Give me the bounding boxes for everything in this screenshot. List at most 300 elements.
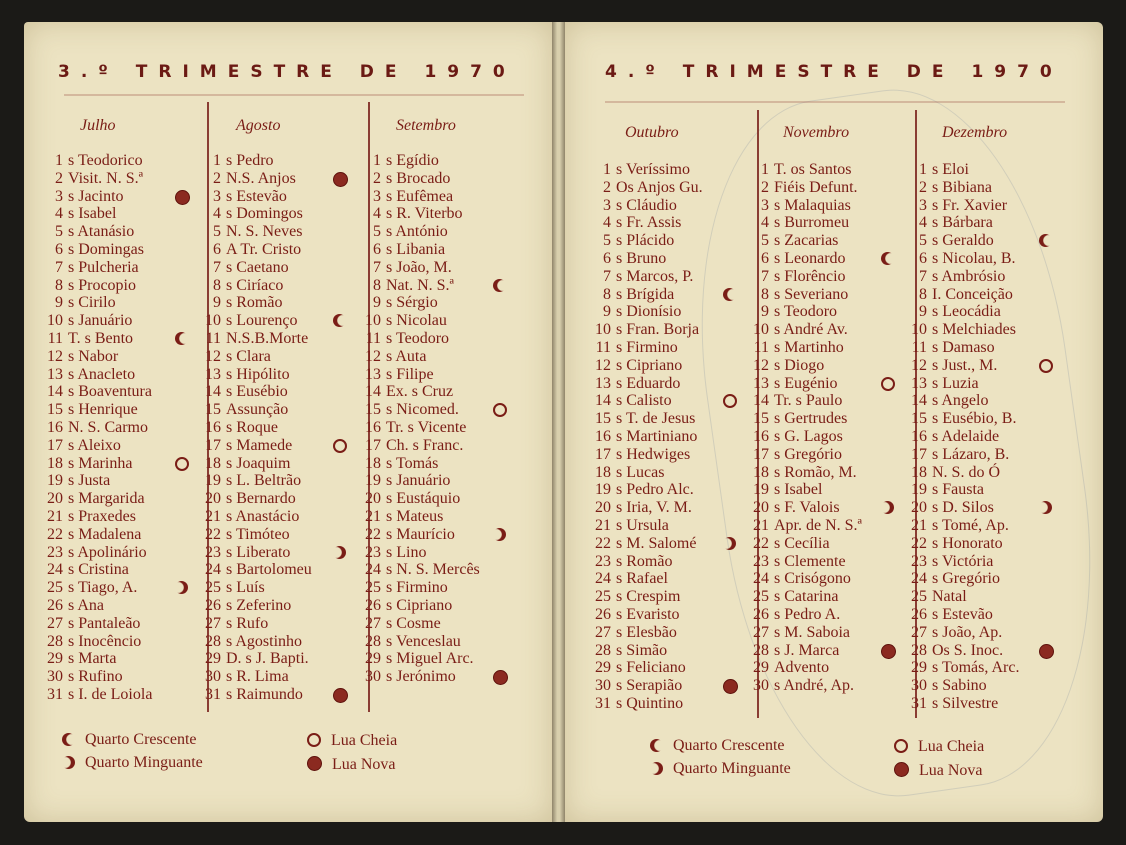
- new-moon-icon: [894, 762, 909, 777]
- day-number: 29: [205, 650, 221, 668]
- calendar-day-row: [197, 277, 312, 295]
- saint-name: s Evaristo: [616, 605, 680, 623]
- calendar-day-row: [357, 152, 480, 170]
- day-number: 8: [919, 285, 927, 303]
- day-number: 1: [919, 161, 927, 178]
- saint-name: s Just., M.: [932, 356, 998, 374]
- day-number: 25: [595, 588, 611, 606]
- saint-name: s Justa: [68, 472, 111, 490]
- day-number: 23: [365, 543, 381, 561]
- calendar-day-row: [745, 624, 862, 642]
- day-number: 17: [205, 436, 221, 454]
- calendar-day-row: [903, 161, 1019, 179]
- calendar-day-row: [745, 179, 862, 197]
- calendar-day-row: [745, 232, 862, 250]
- day-number: 20: [911, 499, 927, 517]
- day-number: 24: [911, 570, 927, 588]
- day-number: 8: [761, 285, 769, 303]
- day-number: 17: [595, 445, 611, 463]
- calendar-day-row: [197, 544, 312, 562]
- calendar-day-row: [39, 401, 152, 419]
- saint-name: s L. Beltrão: [226, 472, 302, 490]
- day-number: 9: [919, 303, 927, 321]
- saint-name: Apr. de N. S.ª: [774, 516, 862, 534]
- day-number: 7: [761, 267, 769, 285]
- day-number: 4: [213, 205, 221, 223]
- saint-name: s Procopio: [68, 276, 136, 294]
- calendar-day-row: [197, 668, 312, 686]
- day-number: 3: [761, 196, 769, 214]
- saint-name: s Nicolau: [386, 312, 447, 330]
- day-number: 12: [911, 356, 927, 374]
- calendar-day-row: [39, 437, 152, 455]
- saint-name: s António: [386, 223, 448, 241]
- day-number: 25: [753, 588, 769, 606]
- calendar-day-row: [587, 535, 703, 553]
- calendar-day-row: [197, 419, 312, 437]
- saint-name: Natal: [932, 588, 967, 606]
- legend-waning: [650, 760, 791, 778]
- saint-name: Ex. s Cruz: [386, 383, 454, 401]
- calendar-day-row: [587, 303, 703, 321]
- legend-full: [894, 737, 984, 756]
- calendar-day-row: [197, 633, 312, 651]
- day-number: 21: [365, 507, 381, 525]
- calendar-day-row: [903, 268, 1019, 286]
- calendar-day-row: [903, 250, 1019, 268]
- saint-name: s Marcos, P.: [616, 267, 694, 285]
- waning-moon-icon: [723, 537, 736, 550]
- day-number: 16: [205, 418, 221, 436]
- saint-name: Tr. s Paulo: [774, 392, 843, 410]
- saint-name: Nat. N. S.ª: [386, 276, 454, 294]
- calendar-day-row: [197, 205, 312, 223]
- calendar-day-row: [39, 277, 152, 295]
- saint-name: s Cosme: [386, 614, 441, 632]
- calendar-day-row: [903, 624, 1019, 642]
- legend-label: Lua Cheia: [331, 732, 398, 749]
- calendar-day-row: [39, 330, 152, 348]
- day-number: 13: [911, 374, 927, 392]
- saint-name: s Cirilo: [68, 294, 116, 312]
- calendar-day-row: [39, 205, 152, 223]
- new-moon-icon: [723, 679, 738, 694]
- saint-name: s Bibiana: [932, 178, 992, 196]
- saint-name: s Severiano: [774, 285, 849, 303]
- day-number: 19: [365, 472, 381, 490]
- day-number: 30: [595, 677, 611, 695]
- calendar-day-row: [587, 677, 703, 695]
- calendar-day-row: [39, 152, 152, 170]
- saint-name: s Mateus: [386, 507, 444, 525]
- calendar-day-row: [197, 490, 312, 508]
- day-number: 18: [47, 454, 63, 472]
- day-number: 1: [761, 161, 769, 178]
- saint-name: s Libania: [386, 240, 446, 258]
- calendar-day-row: [357, 508, 480, 526]
- legend-label: Lua Nova: [919, 762, 983, 779]
- saint-name: N. S. Carmo: [68, 418, 148, 436]
- saint-name: Assunção: [226, 401, 289, 419]
- calendar-day-row: [903, 464, 1019, 482]
- calendar-day-row: [197, 472, 312, 490]
- saint-name: s Nicomed.: [386, 401, 459, 419]
- saint-name: s Tomás, Arc.: [932, 659, 1020, 677]
- calendar-day-row: [357, 472, 480, 490]
- saint-name: s Eusébio: [226, 383, 288, 401]
- month-list-dezembro: [903, 161, 1019, 713]
- saint-name: s Margarida: [68, 490, 145, 508]
- day-number: 24: [753, 570, 769, 588]
- day-number: 31: [47, 685, 63, 703]
- day-number: 16: [911, 427, 927, 445]
- day-number: 18: [365, 454, 381, 472]
- month-list-setembro: [357, 152, 480, 686]
- saint-name: s Serapião: [616, 677, 683, 695]
- calendar-day-row: [745, 357, 862, 375]
- calendar-day-row: [357, 437, 480, 455]
- saint-name: s Pantaleão: [68, 614, 141, 632]
- saint-name: s Luís: [226, 579, 265, 597]
- saint-name: s Atanásio: [68, 223, 135, 241]
- day-number: 3: [373, 187, 381, 205]
- calendar-day-row: [745, 250, 862, 268]
- calendar-day-row: [587, 517, 703, 535]
- calendar-day-row: [197, 686, 312, 704]
- month-title-agosto: Agosto: [236, 117, 281, 134]
- calendar-day-row: [39, 668, 152, 686]
- saint-name: s Crespim: [616, 588, 681, 606]
- waning-moon-icon: [493, 528, 506, 541]
- full-moon-icon: [307, 733, 321, 747]
- day-number: 25: [47, 579, 63, 597]
- saint-name: I. Conceição: [932, 285, 1013, 303]
- day-number: 23: [47, 543, 63, 561]
- calendar-day-row: [745, 197, 862, 215]
- heading-rule: [605, 101, 1065, 103]
- legend-label: Quarto Crescente: [85, 731, 197, 748]
- day-number: 27: [753, 623, 769, 641]
- saint-name: s Victória: [932, 552, 994, 570]
- day-number: 11: [365, 329, 381, 347]
- saint-name: s T. de Jesus: [616, 410, 696, 428]
- day-number: 20: [205, 490, 221, 508]
- day-number: 29: [595, 659, 611, 677]
- calendar-day-row: [39, 294, 152, 312]
- saint-name: s Eustáquio: [386, 490, 461, 508]
- saint-name: s Burromeu: [774, 214, 850, 232]
- day-number: 4: [761, 214, 769, 232]
- saint-name: s Plácido: [616, 232, 675, 250]
- full-moon-icon: [333, 439, 347, 453]
- saint-name: s Bárbara: [932, 214, 993, 232]
- calendar-day-row: [587, 357, 703, 375]
- saint-name: s André, Ap.: [774, 677, 854, 695]
- saint-name: s Catarina: [774, 588, 839, 606]
- calendar-day-row: [357, 401, 480, 419]
- saint-name: Os Anjos Gu.: [616, 178, 703, 196]
- saint-name: T. s Bento: [68, 329, 134, 347]
- crescent-moon-icon: [62, 733, 75, 746]
- day-number: 10: [911, 321, 927, 339]
- saint-name: s Inocêncio: [68, 632, 142, 650]
- day-number: 22: [595, 534, 611, 552]
- calendar-day-row: [745, 606, 862, 624]
- calendar-day-row: [745, 517, 862, 535]
- saint-name: N.S. Anjos: [226, 169, 296, 187]
- month-list-novembro: [745, 161, 862, 695]
- saint-name: s Hedwiges: [616, 445, 691, 463]
- calendar-day-row: [39, 615, 152, 633]
- day-number: 12: [595, 356, 611, 374]
- calendar-day-row: [745, 375, 862, 393]
- calendar-day-row: [903, 499, 1019, 517]
- calendar-day-row: [745, 659, 862, 677]
- saint-name: s Romão: [616, 552, 673, 570]
- calendar-day-row: [357, 294, 480, 312]
- saint-name: s Rufo: [226, 614, 269, 632]
- day-number: 28: [595, 641, 611, 659]
- day-number: 10: [753, 321, 769, 339]
- day-number: 11: [47, 329, 63, 347]
- calendar-day-row: [587, 232, 703, 250]
- day-number: 4: [55, 205, 63, 223]
- saint-name: s Quintino: [616, 694, 684, 712]
- calendar-day-row: [903, 321, 1019, 339]
- day-number: 23: [595, 552, 611, 570]
- day-number: 19: [205, 472, 221, 490]
- day-number: 9: [213, 294, 221, 312]
- saint-name: s Calisto: [616, 392, 672, 410]
- day-number: 23: [753, 552, 769, 570]
- day-number: 26: [753, 605, 769, 623]
- new-moon-icon: [333, 688, 348, 703]
- day-number: 29: [753, 659, 769, 677]
- calendar-day-row: [903, 410, 1019, 428]
- calendar-day-row: [587, 214, 703, 232]
- calendar-day-row: [197, 366, 312, 384]
- legend-full: [307, 731, 397, 750]
- calendar-day-row: [745, 339, 862, 357]
- saint-name: s Feliciano: [616, 659, 686, 677]
- day-number: 30: [205, 668, 221, 686]
- saint-name: Os S. Inoc.: [932, 641, 1004, 659]
- crescent-moon-icon: [493, 279, 506, 292]
- calendar-day-row: [903, 286, 1019, 304]
- saint-name: Tr. s Vicente: [386, 418, 467, 436]
- day-number: 10: [205, 312, 221, 330]
- saint-name: s Pedro Alc.: [616, 481, 694, 499]
- calendar-day-row: [357, 223, 480, 241]
- saint-name: Ch. s Franc.: [386, 436, 464, 454]
- quarter-heading: 4.º TRIMESTRE DE 1970: [605, 62, 1063, 82]
- day-number: 27: [365, 614, 381, 632]
- saint-name: s Ambrósio: [932, 267, 1006, 285]
- calendar-day-row: [197, 259, 312, 277]
- saint-name: s Romão: [226, 294, 283, 312]
- saint-name: s Isabel: [774, 481, 823, 499]
- day-number: 26: [47, 596, 63, 614]
- saint-name: s Angelo: [932, 392, 989, 410]
- saint-name: s Maurício: [386, 525, 455, 543]
- day-number: 2: [919, 178, 927, 196]
- day-number: 13: [753, 374, 769, 392]
- saint-name: s Simão: [616, 641, 668, 659]
- day-number: 13: [595, 374, 611, 392]
- day-number: 14: [365, 383, 381, 401]
- calendar-day-row: [197, 650, 312, 668]
- calendar-day-row: [903, 339, 1019, 357]
- saint-name: s Lucas: [616, 463, 665, 481]
- month-title-dezembro: Dezembro: [942, 124, 1008, 141]
- calendar-day-row: [587, 606, 703, 624]
- crescent-moon-icon: [333, 314, 346, 327]
- calendar-day-row: [587, 659, 703, 677]
- day-number: 28: [365, 632, 381, 650]
- saint-name: s I. de Loiola: [68, 685, 153, 703]
- day-number: 11: [911, 338, 927, 356]
- calendar-day-row: [357, 277, 480, 295]
- day-number: 9: [373, 294, 381, 312]
- saint-name: s Raimundo: [226, 685, 303, 703]
- saint-name: s Cecília: [774, 534, 830, 552]
- saint-name: s Clemente: [774, 552, 846, 570]
- day-number: 16: [753, 427, 769, 445]
- calendar-day-row: [39, 259, 152, 277]
- quarter-heading: 3.º TRIMESTRE DE 1970: [58, 62, 516, 82]
- saint-name: s Fran. Borja: [616, 321, 700, 339]
- day-number: 5: [373, 223, 381, 241]
- saint-name: s Bartolomeu: [226, 561, 312, 579]
- day-number: 29: [47, 650, 63, 668]
- day-number: 14: [205, 383, 221, 401]
- saint-name: s Lino: [386, 543, 427, 561]
- saint-name: s Timóteo: [226, 525, 290, 543]
- heading-rule: [64, 94, 524, 96]
- day-number: 10: [595, 321, 611, 339]
- calendar-day-row: [745, 446, 862, 464]
- right-page: [565, 22, 1103, 822]
- day-number: 11: [595, 338, 611, 356]
- saint-name: s Zeferino: [226, 596, 292, 614]
- calendar-day-row: [903, 303, 1019, 321]
- calendar-day-row: [39, 633, 152, 651]
- day-number: 27: [595, 623, 611, 641]
- calendar-day-row: [39, 455, 152, 473]
- calendar-day-row: [903, 588, 1019, 606]
- day-number: 6: [919, 249, 927, 267]
- calendar-day-row: [357, 312, 480, 330]
- moon-legend: [650, 737, 1090, 797]
- saint-name: N.S.B.Morte: [226, 329, 309, 347]
- day-number: 21: [911, 516, 927, 534]
- saint-name: s N. S. Mercês: [386, 561, 480, 579]
- saint-name: s Diogo: [774, 356, 825, 374]
- legend-label: Quarto Minguante: [673, 760, 791, 777]
- crescent-moon-icon: [881, 252, 894, 265]
- month-title-novembro: Novembro: [783, 124, 850, 141]
- calendar-day-row: [197, 455, 312, 473]
- day-number: 17: [911, 445, 927, 463]
- saint-name: s Eufêmea: [386, 187, 454, 205]
- day-number: 24: [365, 561, 381, 579]
- calendar-day-row: [745, 588, 862, 606]
- day-number: 14: [47, 383, 63, 401]
- saint-name: s Bruno: [616, 249, 667, 267]
- saint-name: s Hipólito: [226, 365, 290, 383]
- calendar-day-row: [745, 392, 862, 410]
- saint-name: s Brocado: [386, 169, 451, 187]
- calendar-day-row: [587, 642, 703, 660]
- calendar-day-row: [39, 472, 152, 490]
- calendar-day-row: [903, 642, 1019, 660]
- saint-name: s Gertrudes: [774, 410, 848, 428]
- day-number: 8: [213, 276, 221, 294]
- calendar-day-row: [197, 188, 312, 206]
- saint-name: s Aleixo: [68, 436, 121, 454]
- calendar-day-row: [357, 668, 480, 686]
- saint-name: s Leocádia: [932, 303, 1001, 321]
- calendar-day-row: [357, 170, 480, 188]
- saint-name: s Eduardo: [616, 374, 681, 392]
- day-number: 10: [47, 312, 63, 330]
- calendar-day-row: [745, 677, 862, 695]
- saint-name: s Praxedes: [68, 507, 136, 525]
- day-number: 15: [595, 410, 611, 428]
- saint-name: s Fr. Assis: [616, 214, 682, 232]
- saint-name: s Iria, V. M.: [616, 499, 692, 517]
- calendar-day-row: [357, 597, 480, 615]
- calendar-day-row: [587, 410, 703, 428]
- calendar-day-row: [197, 348, 312, 366]
- calendar-day-row: [197, 561, 312, 579]
- saint-name: s Tomé, Ap.: [932, 516, 1009, 534]
- calendar-day-row: [197, 330, 312, 348]
- saint-name: s Romão, M.: [774, 463, 857, 481]
- day-number: 7: [373, 258, 381, 276]
- saint-name: s Marta: [68, 650, 117, 668]
- saint-name: s Damaso: [932, 338, 995, 356]
- day-number: 14: [753, 392, 769, 410]
- saint-name: s Geraldo: [932, 232, 994, 250]
- day-number: 7: [55, 258, 63, 276]
- saint-name: s Marinha: [68, 454, 133, 472]
- day-number: 9: [603, 303, 611, 321]
- new-moon-icon: [493, 670, 508, 685]
- calendar-day-row: [745, 570, 862, 588]
- day-number: 22: [205, 525, 221, 543]
- day-number: 19: [595, 481, 611, 499]
- day-number: 16: [365, 418, 381, 436]
- day-number: 17: [365, 436, 381, 454]
- day-number: 18: [911, 463, 927, 481]
- calendar-day-row: [587, 375, 703, 393]
- saint-name: s Roque: [226, 418, 278, 436]
- saint-name: s Crisógono: [774, 570, 851, 588]
- day-number: 20: [595, 499, 611, 517]
- calendar-day-row: [903, 606, 1019, 624]
- calendar-day-row: [587, 464, 703, 482]
- calendar-day-row: [39, 188, 152, 206]
- calendar-day-row: [39, 490, 152, 508]
- calendar-day-row: [39, 223, 152, 241]
- day-number: 11: [205, 329, 221, 347]
- day-number: 14: [595, 392, 611, 410]
- calendar-day-row: [357, 366, 480, 384]
- saint-name: s Joaquim: [226, 454, 291, 472]
- day-number: 28: [205, 632, 221, 650]
- day-number: 2: [603, 178, 611, 196]
